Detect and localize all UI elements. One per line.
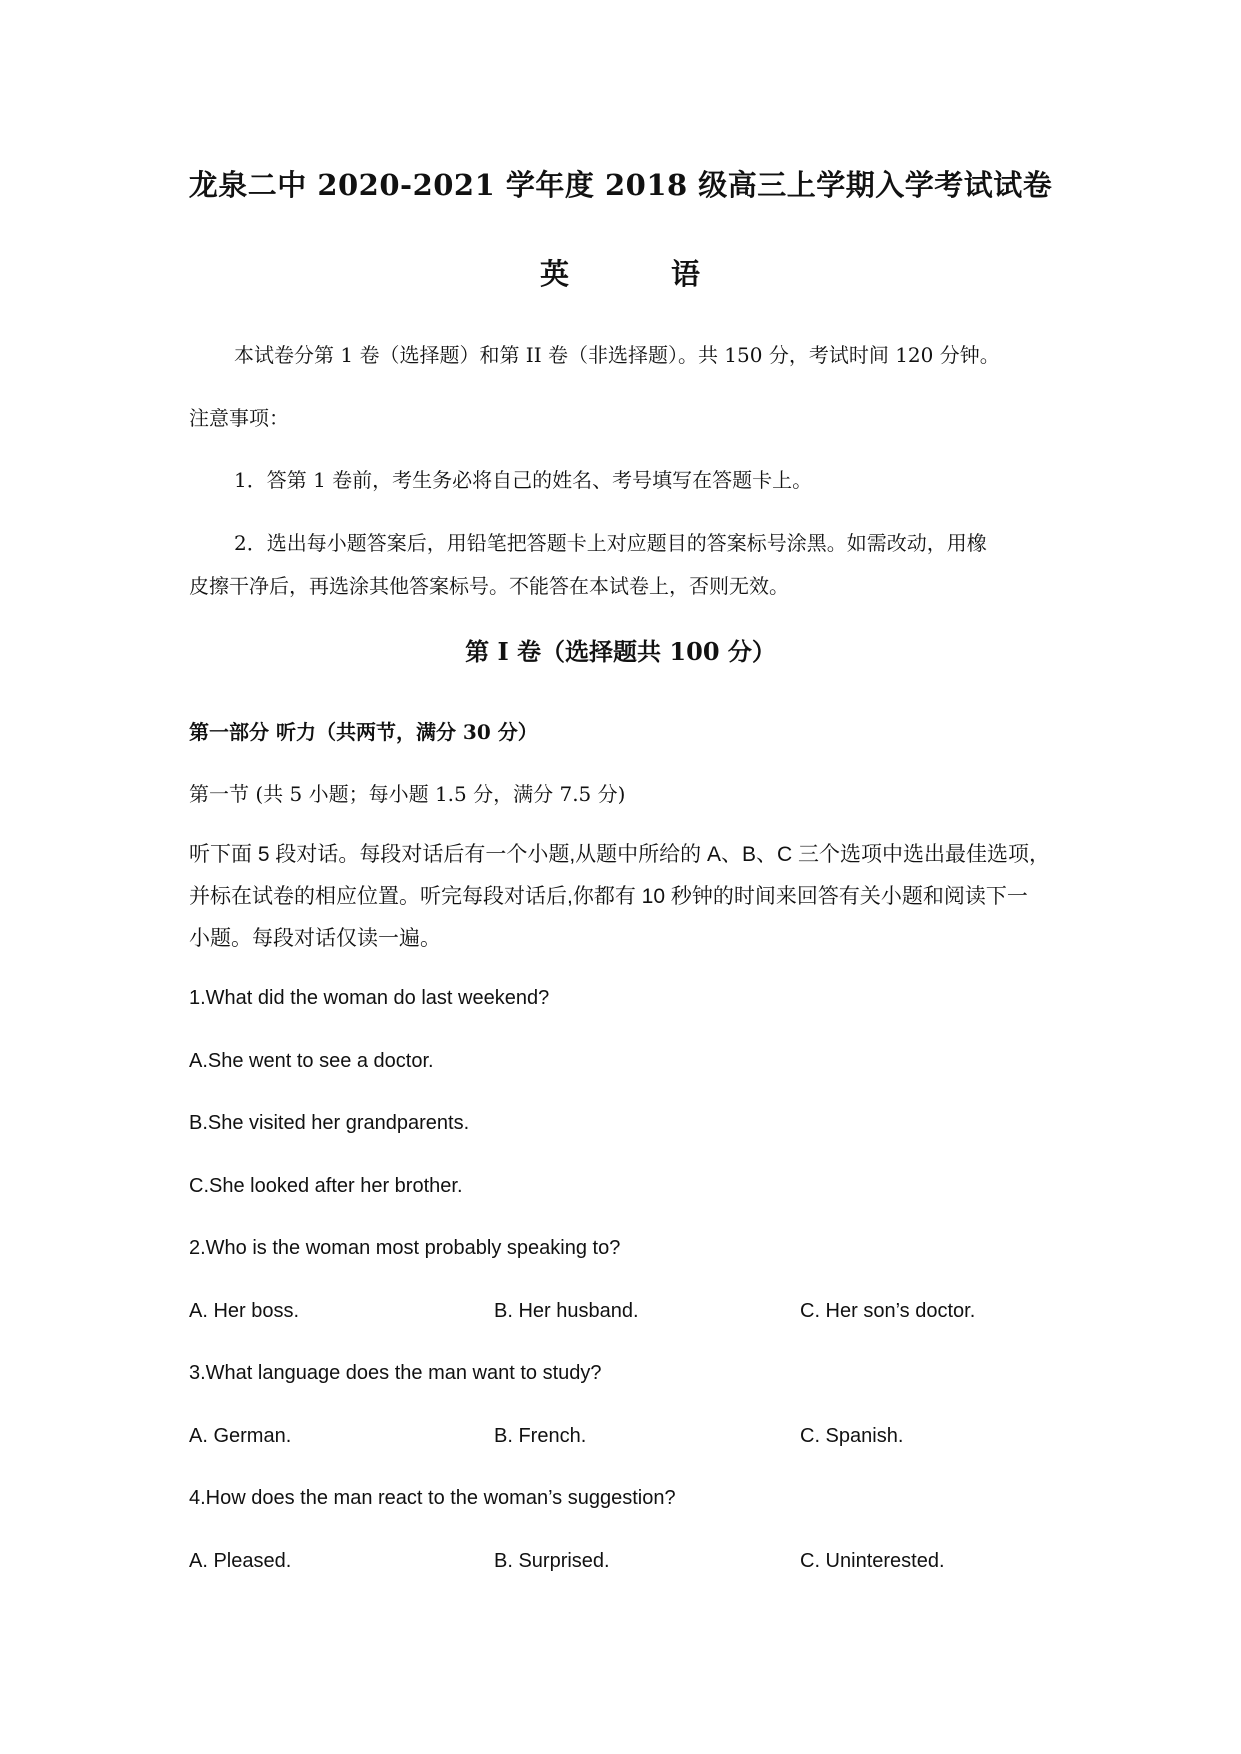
subject-title-char-2: 语 — [671, 257, 701, 291]
question-1-option-c: C.She looked after her brother. — [189, 1175, 463, 1197]
exam-intro: 本试卷分第 1 卷（选择题）和第 II 卷（非选择题）。共 150 分，考试时间 120 分钟。 — [234, 343, 1000, 367]
notes-label: 注意事项： — [189, 406, 289, 430]
question-3-option-b: B. French. — [494, 1425, 587, 1447]
subject-title-char-1: 英 — [540, 257, 570, 291]
part-heading: 第一部分 听力（共两节，满分 30 分） — [189, 720, 538, 744]
question-1-option-a: A.She went to see a doctor. — [189, 1050, 434, 1072]
volume-heading: 第 I 卷（选择题共 100 分） — [465, 637, 776, 666]
exam-title: 龙泉二中 2020-2021 学年度 2018 级高三上学期入学考试试卷 — [188, 168, 1053, 202]
question-4-option-b: B. Surprised. — [494, 1550, 610, 1572]
question-3-option-c: C. Spanish. — [800, 1425, 904, 1447]
question-4-stem: 4.How does the man react to the woman’s suggestion? — [189, 1487, 676, 1509]
question-1-stem: 1.What did the woman do last weekend? — [189, 987, 550, 1009]
question-2-option-c: C. Her son’s doctor. — [800, 1300, 976, 1322]
instruction-line-3: 小题。每段对话仅读一遍。 — [189, 927, 441, 950]
note-item-2-line-1: 2．选出每小题答案后，用铅笔把答题卡上对应题目的答案标号涂黑。如需改动，用橡 — [234, 531, 987, 555]
question-2-option-a: A. Her boss. — [189, 1300, 300, 1322]
question-1-option-b: B.She visited her grandparents. — [189, 1112, 470, 1134]
question-3-stem: 3.What language does the man want to study? — [189, 1362, 602, 1384]
note-item-1: 1．答第 1 卷前，考生务必将自己的姓名、考号填写在答题卡上。 — [234, 468, 813, 492]
instruction-line-1: 听下面 5 段对话。每段对话后有一个小题,从题中所给的 A、B、C 三个选项中选出最佳选项， — [189, 843, 1051, 866]
question-3-option-a: A. German. — [189, 1425, 292, 1447]
instruction-line-2: 并标在试卷的相应位置。听完每段对话后,你都有 10 秒钟的时间来回答有关小题和阅读下一 — [189, 885, 1028, 908]
question-4-option-a: A. Pleased. — [189, 1550, 292, 1572]
question-2-stem: 2.Who is the woman most probably speaking to? — [189, 1237, 621, 1259]
section-heading: 第一节 (共 5 小题；每小题 1.5 分，满分 7.5 分) — [189, 782, 626, 806]
note-item-2-line-2: 皮擦干净后，再选涂其他答案标号。不能答在本试卷上，否则无效。 — [189, 574, 789, 598]
question-4-option-c: C. Uninterested. — [800, 1550, 945, 1572]
question-2-option-b: B. Her husband. — [494, 1300, 639, 1322]
